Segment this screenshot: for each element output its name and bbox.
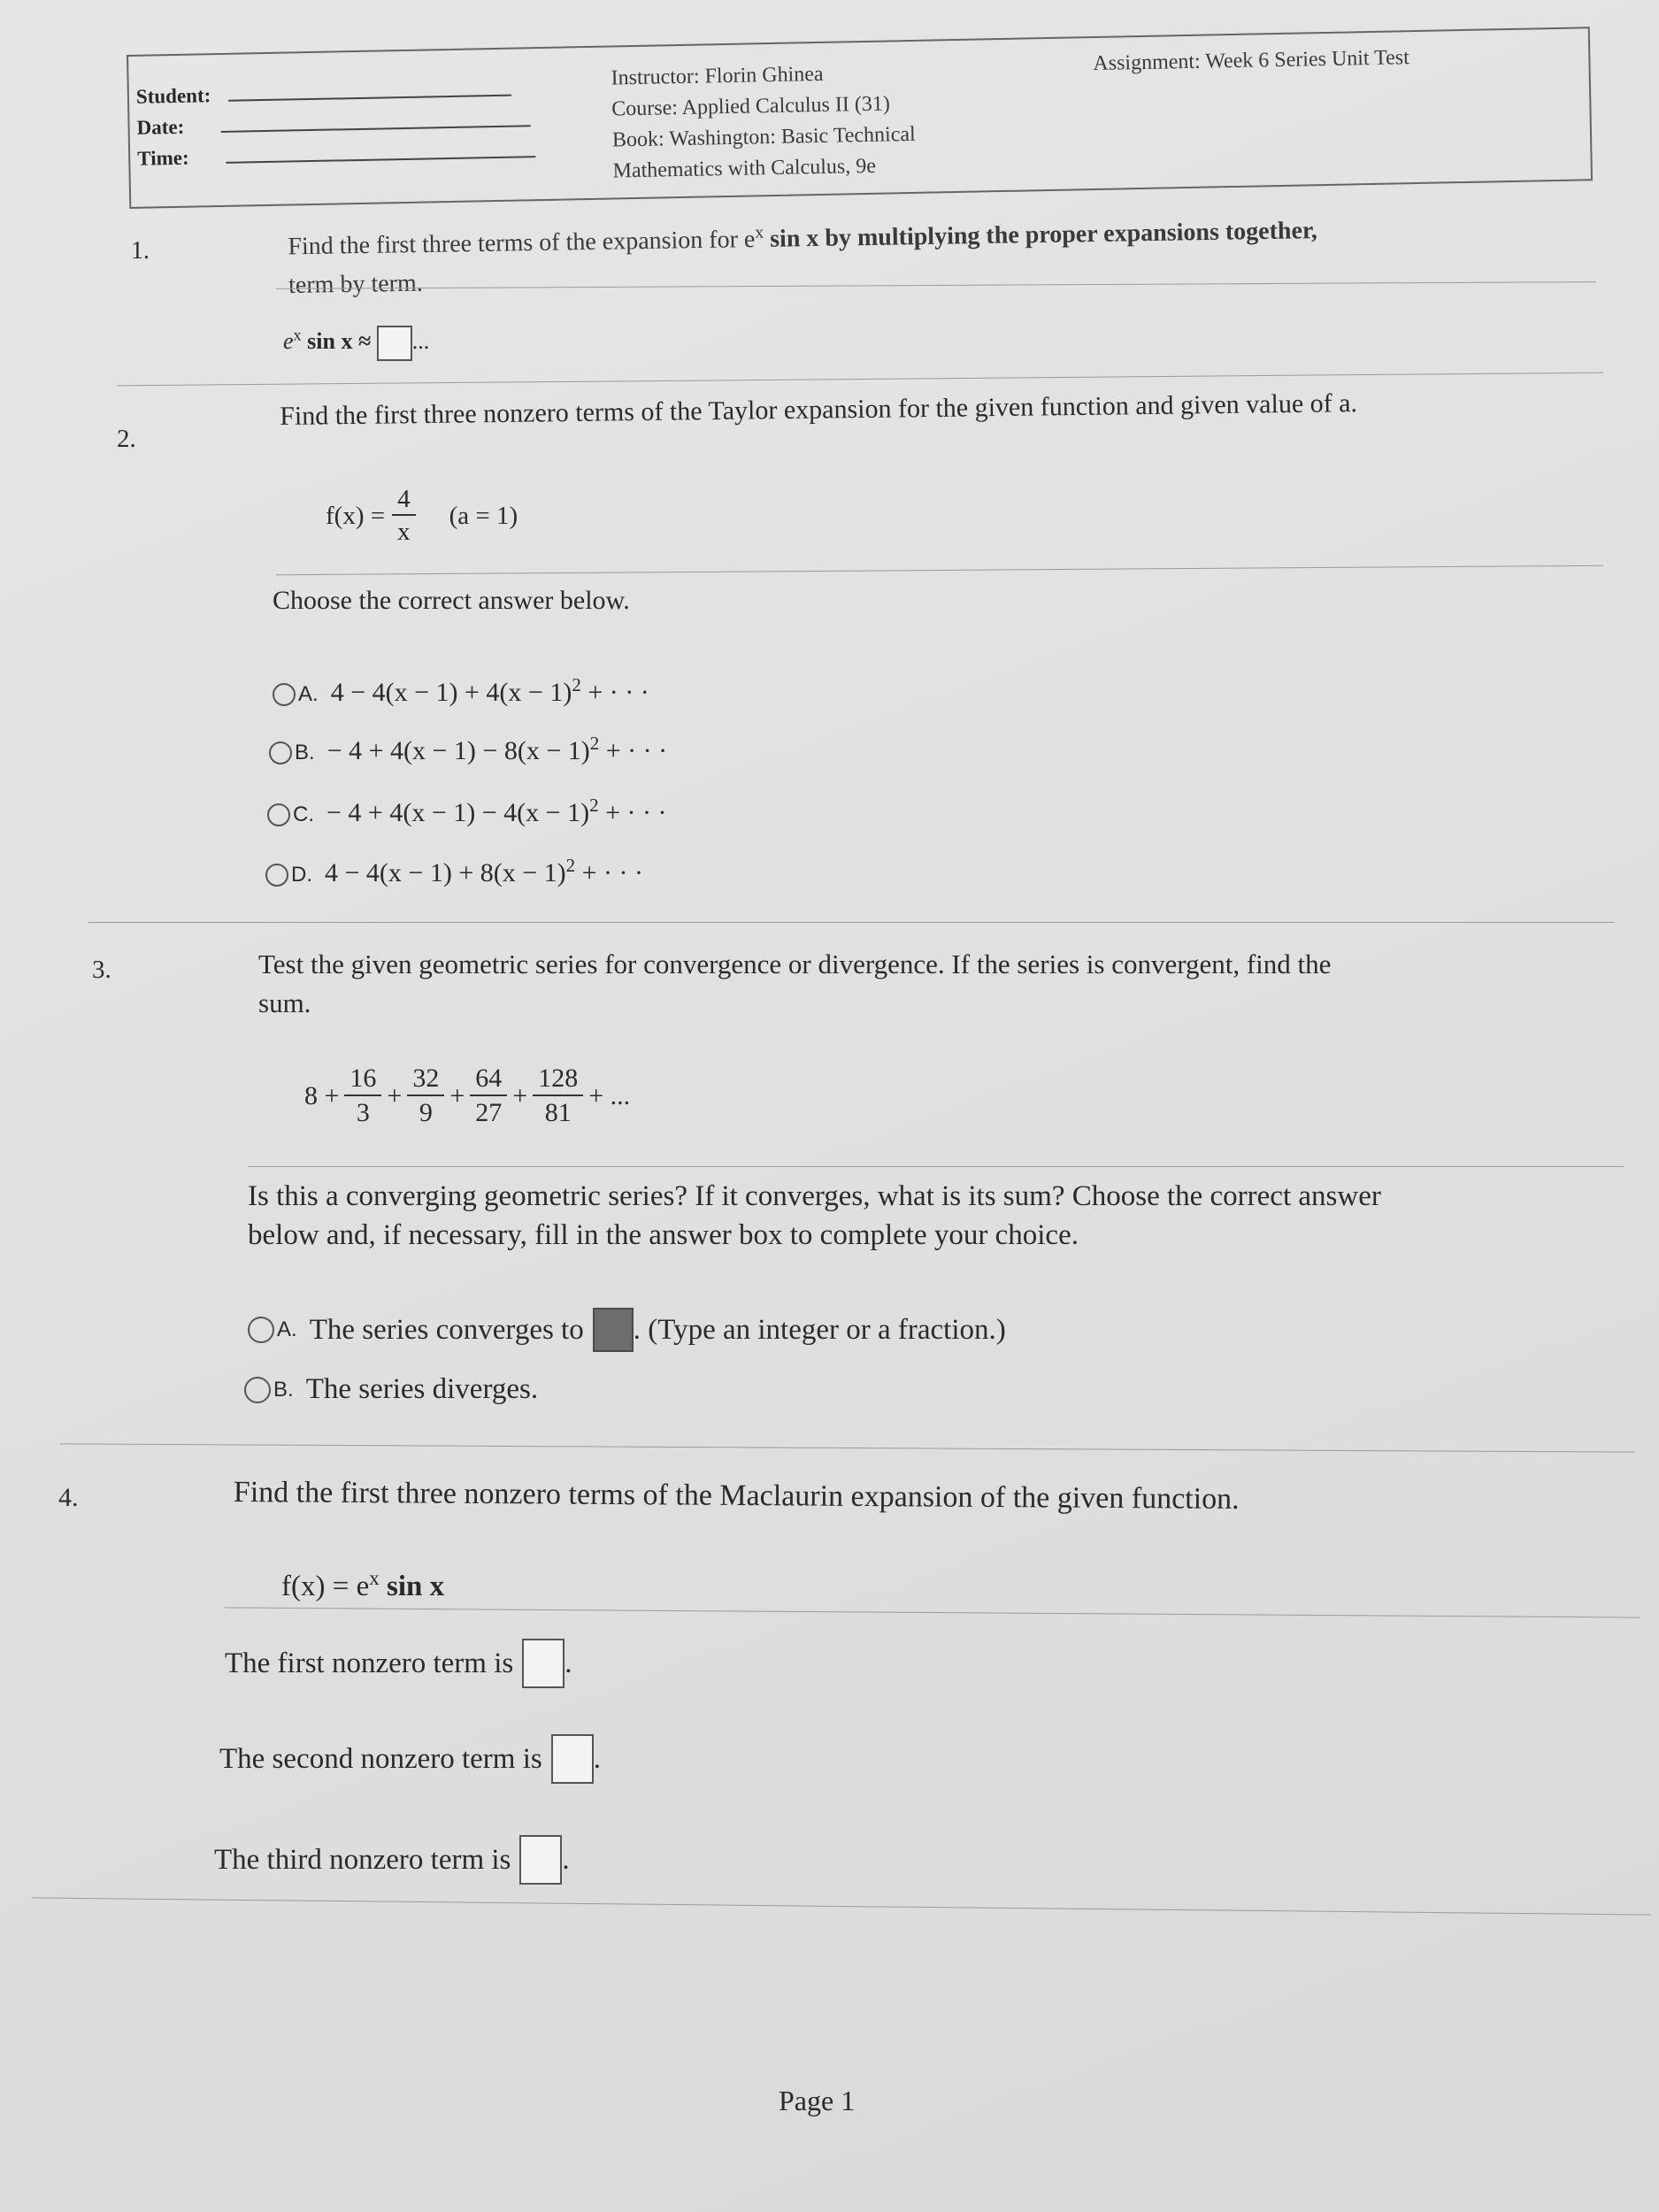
book-text-1: Book: Washington: Basic Technical — [611, 122, 916, 152]
student-field[interactable] — [228, 95, 511, 102]
course-text: Course: Applied Calculus II (31) — [611, 92, 891, 121]
q2-radio-d[interactable] — [265, 864, 288, 887]
q4-second-row: The second nonzero term is . — [219, 1734, 601, 1784]
page-number: Page 1 — [779, 2085, 856, 2116]
q2-choice-d[interactable]: D. $4 - 4(x - 1) + 8(x - 1)^2$ + · · · — [265, 855, 643, 888]
q4-second-box[interactable] — [551, 1734, 594, 1784]
q2-radio-b[interactable] — [269, 741, 292, 764]
header-box — [127, 27, 1593, 209]
q4-text: Find the first three nonzero terms of the Maclaurin expansion of the given function. — [233, 1476, 1240, 1516]
q3-radio-b[interactable] — [244, 1377, 271, 1403]
q4-third-row: The third nonzero term is . — [214, 1835, 570, 1885]
assignment-text: Assignment: Week 6 Series Unit Test — [1093, 46, 1410, 76]
date-label: Date: — [136, 115, 185, 139]
course-info — [611, 58, 916, 188]
q3-choice-b[interactable]: B. The series diverges. — [244, 1373, 538, 1406]
q1-text: Find the first three terms of the expansion for $e^x$ sin x by multiplying the proper expansions together, term by term. — [288, 217, 1318, 300]
time-field[interactable] — [226, 156, 535, 164]
student-label: Student: — [135, 84, 211, 108]
book-text-2: Mathematics with Calculus, 9e — [612, 154, 877, 183]
q3-prompt: Is this a converging geometric series? If it converges, what is its sum? Choose the correct answer below and, if necessary, fill in the answer box to complete your choice. — [248, 1180, 1381, 1251]
q4-function: $f(x) = e^x$ sin x — [281, 1566, 445, 1602]
q3-number: 3. — [92, 956, 111, 984]
q3-series: 8 + $\frac{16}{3}$ + $\frac{32}{9}$ + $\frac{64}{27}$ + $\frac{128}{81}$ + ... — [304, 1064, 631, 1127]
q1-answer-box[interactable] — [377, 326, 412, 361]
q4-first-box[interactable] — [522, 1639, 565, 1688]
q1-number: 1. — [131, 237, 150, 265]
q2-function: f(x) = $\frac{4}{x}$ (a = 1) — [326, 485, 518, 547]
q2-radio-a[interactable] — [273, 683, 296, 706]
q4-third-box[interactable] — [519, 1835, 562, 1885]
q3-answer-box[interactable] — [593, 1308, 634, 1352]
q4-number: 4. — [58, 1483, 79, 1512]
instructor-text: Instructor: Florin Ghinea — [611, 62, 824, 90]
q2-text: Find the first three nonzero terms of the Taylor expansion for the given function and given value of a. — [280, 388, 1358, 431]
time-label: Time: — [137, 146, 189, 170]
q2-choice-c[interactable]: C. − $4 + 4(x - 1) - 4(x - 1)^2$ + · · · — [267, 795, 666, 828]
student-info — [136, 73, 536, 174]
q2-number: 2. — [117, 425, 136, 453]
q2-choice-a[interactable]: A. $4 - 4(x - 1) + 4(x - 1)^2$ + · · · — [273, 674, 649, 708]
q2-prompt: Choose the correct answer below. — [273, 586, 630, 615]
q2-radio-c[interactable] — [267, 803, 290, 826]
q2-choice-b[interactable]: B. − $4 + 4(x - 1) - 8(x - 1)^2$ + · · · — [269, 733, 667, 766]
q1-answer-row: $e^x$ sin x ≈ ... — [283, 326, 429, 361]
q4-first-row: The first nonzero term is . — [225, 1639, 572, 1688]
date-field[interactable] — [221, 125, 531, 133]
q3-radio-a[interactable] — [248, 1317, 274, 1343]
q3-text: Test the given geometric series for convergence or divergence. If the series is convergent, find the sum. — [258, 949, 1332, 1018]
q3-choice-a[interactable]: A. The series converges to . (Type an integer or a fraction.) — [248, 1308, 1006, 1352]
